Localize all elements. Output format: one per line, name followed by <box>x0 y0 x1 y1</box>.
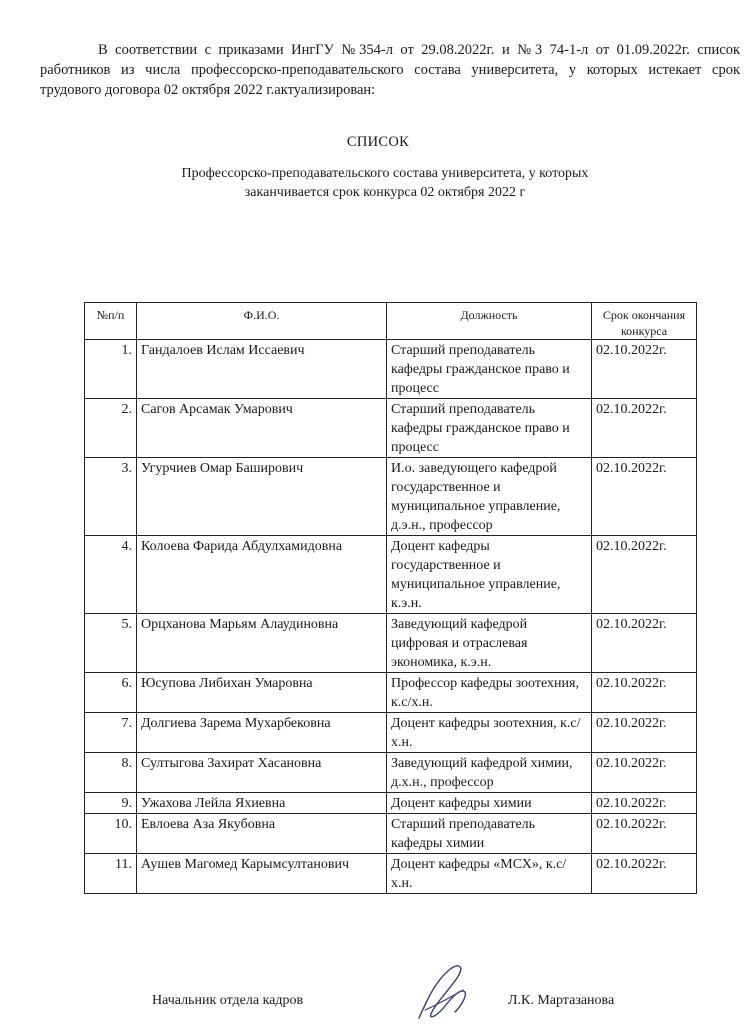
table-row <box>85 399 697 458</box>
cell-position: Старший преподаватель кафедры химии <box>387 814 592 854</box>
cell-num: 4. <box>85 536 137 614</box>
cell-num: 10. <box>85 814 137 854</box>
cell-name: Угурчиев Омар Баширович <box>137 458 387 536</box>
cell-position: Доцент кафедры химии <box>387 793 592 814</box>
cell-name: Ужахова Лейла Яхиевна <box>137 793 387 814</box>
table-row <box>85 614 697 673</box>
cell-date: 02.10.2022г. <box>592 340 697 399</box>
header-name: Ф.И.О. <box>137 303 387 340</box>
intro-paragraph: В соответствии с приказами ИнгГУ №354-л от 29.08.2022г. и №3 74-1-л от 01.09.2022г. список работников из числа профессорско-преподавательского состава университета, у которых истекает срок трудового договора 02 октября 2022 г.актуализирован: <box>40 42 740 98</box>
document-subtitle <box>150 164 620 202</box>
cell-name: Султыгова Захират Хасановна <box>137 753 387 793</box>
table-row <box>85 814 697 854</box>
cell-date: 02.10.2022г. <box>592 614 697 673</box>
cell-date: 02.10.2022г. <box>592 814 697 854</box>
cell-name: Юсупова Либихан Умаровна <box>137 673 387 713</box>
header-num: №п/п <box>85 303 137 340</box>
subtitle-line-2: заканчивается срок конкурса 02 октября 2022 г <box>244 185 526 200</box>
cell-name: Долгиева Зарема Мухарбековна <box>137 713 387 753</box>
cell-num: 8. <box>85 753 137 793</box>
cell-num: 1. <box>85 340 137 399</box>
cell-position: Старший преподаватель кафедры гражданское право и процесс <box>387 399 592 458</box>
cell-position: Заведующий кафедрой цифровая и отраслевая экономика, к.э.н. <box>387 614 592 673</box>
staff-table <box>84 302 697 894</box>
signer-role: Начальник отдела кадров <box>152 993 304 1008</box>
table-row <box>85 753 697 793</box>
table-body <box>85 340 697 894</box>
cell-num: 6. <box>85 673 137 713</box>
cell-position: Доцент кафедры «МСХ», к.с/х.н. <box>387 854 592 894</box>
cell-num: 9. <box>85 793 137 814</box>
cell-position: Доцент кафедры зоотехния, к.с/х.н. <box>387 713 592 753</box>
cell-position: Старший преподаватель кафедры гражданское право и процесс <box>387 340 592 399</box>
cell-position: И.о. заведующего кафедрой государственное и муниципальное управление, д.э.н., профессор <box>387 458 592 536</box>
table-row <box>85 536 697 614</box>
cell-name: Гандалоев Ислам Иссаевич <box>137 340 387 399</box>
cell-date: 02.10.2022г. <box>592 854 697 894</box>
cell-date: 02.10.2022г. <box>592 458 697 536</box>
table-row <box>85 458 697 536</box>
handwritten-signature <box>405 960 483 1024</box>
cell-date: 02.10.2022г. <box>592 399 697 458</box>
cell-position: Доцент кафедры государственное и муниципальное управление, к.э.н. <box>387 536 592 614</box>
cell-num: 7. <box>85 713 137 753</box>
cell-name: Аушев Магомед Карымсултанович <box>137 854 387 894</box>
document-title: СПИСОК <box>346 134 410 150</box>
cell-name: Сагов Арсамак Умарович <box>137 399 387 458</box>
cell-date: 02.10.2022г. <box>592 713 697 753</box>
signer-name: Л.К. Мартазанова <box>508 993 615 1008</box>
cell-name: Евлоева Аза Якубовна <box>137 814 387 854</box>
cell-date: 02.10.2022г. <box>592 536 697 614</box>
cell-date: 02.10.2022г. <box>592 793 697 814</box>
cell-name: Колоева Фарида Абдулхамидовна <box>137 536 387 614</box>
cell-position: Заведующий кафедрой химии, д.х.н., профессор <box>387 753 592 793</box>
cell-num: 2. <box>85 399 137 458</box>
table-row <box>85 854 697 894</box>
header-date: Срок окончания конкурса <box>592 303 697 340</box>
table-row <box>85 673 697 713</box>
cell-num: 3. <box>85 458 137 536</box>
table-row <box>85 793 697 814</box>
cell-num: 11. <box>85 854 137 894</box>
table-row <box>85 340 697 399</box>
header-position: Должность <box>387 303 592 340</box>
cell-name: Орцханова Марьям Алаудиновна <box>137 614 387 673</box>
table-row <box>85 713 697 753</box>
cell-position: Профессор кафедры зоотехния, к.с/х.н. <box>387 673 592 713</box>
cell-date: 02.10.2022г. <box>592 753 697 793</box>
table-header-row <box>85 303 697 340</box>
cell-date: 02.10.2022г. <box>592 673 697 713</box>
subtitle-line-1: Профессорско-преподавательского состава университета, у которых <box>181 166 589 181</box>
cell-num: 5. <box>85 614 137 673</box>
